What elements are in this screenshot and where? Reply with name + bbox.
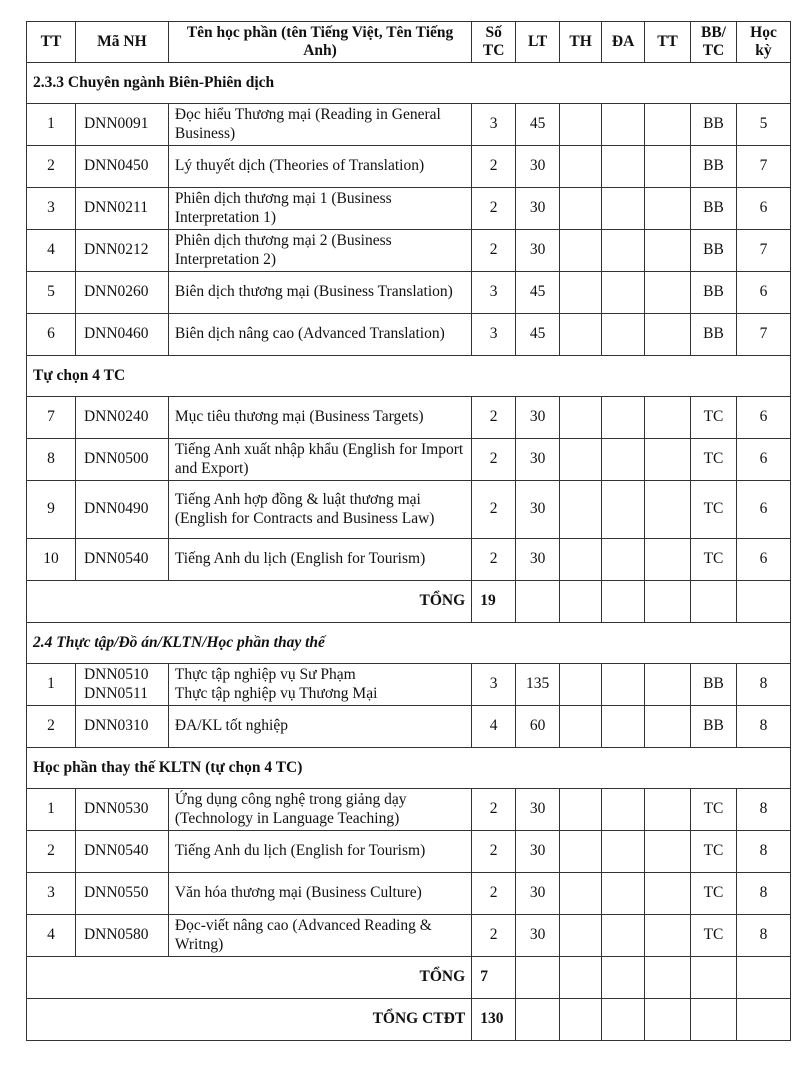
row-number: 3 [27,873,76,915]
required-elective: BB [691,272,737,314]
subtotal-label: TỔNG [27,581,472,623]
table-row [27,314,791,356]
da-hours [602,831,645,873]
empty-cell [736,957,790,999]
empty-cell [645,957,691,999]
grand-total-row [27,999,791,1041]
required-elective: TC [691,439,737,481]
empty-cell [516,581,560,623]
th-hours [560,230,602,272]
course-code: DNN0450 [75,146,168,188]
semester: 6 [736,188,790,230]
credits: 2 [472,397,516,439]
row-number: 4 [27,915,76,957]
course-name: ĐA/KL tốt nghiệp [168,706,471,748]
section-header-row [27,63,791,104]
required-elective: BB [691,104,737,146]
lt-hours: 30 [516,831,560,873]
th-hours [560,831,602,873]
tt-hours [645,539,691,581]
course-code: DNN0310 [75,706,168,748]
credits: 2 [472,831,516,873]
lt-hours: 45 [516,314,560,356]
table-row [27,230,791,272]
course-code: DNN0490 [75,481,168,539]
credits: 4 [472,706,516,748]
da-hours [602,439,645,481]
empty-cell [645,999,691,1041]
semester: 6 [736,397,790,439]
semester: 7 [736,146,790,188]
grand-total-label: TỔNG CTĐT [27,999,472,1041]
row-number: 3 [27,188,76,230]
da-hours [602,104,645,146]
course-name: Đọc hiểu Thương mại (Reading in General Business) [168,104,471,146]
empty-cell [691,581,737,623]
course-code: DNN0211 [75,188,168,230]
da-hours [602,873,645,915]
required-elective: BB [691,230,737,272]
th-hours [560,873,602,915]
required-elective: BB [691,314,737,356]
da-hours [602,539,645,581]
da-hours [602,706,645,748]
section-header-row [27,748,791,789]
semester: 6 [736,481,790,539]
row-number: 2 [27,706,76,748]
table-row [27,915,791,957]
table-row [27,789,791,831]
credits: 2 [472,146,516,188]
credits: 2 [472,873,516,915]
th-hours [560,188,602,230]
table-row [27,104,791,146]
course-name: Đọc-viết nâng cao (Advanced Reading & Writng) [168,915,471,957]
credits: 3 [472,314,516,356]
credits: 3 [472,104,516,146]
semester: 6 [736,539,790,581]
th-hours [560,272,602,314]
table-row [27,481,791,539]
course-name: Biên dịch nâng cao (Advanced Translation) [168,314,471,356]
section-header-row [27,356,791,397]
empty-cell [602,957,645,999]
semester: 8 [736,873,790,915]
tt-hours [645,188,691,230]
empty-cell [516,957,560,999]
row-number: 2 [27,146,76,188]
table-row [27,439,791,481]
course-code: DNN0260 [75,272,168,314]
table-row [27,146,791,188]
section-header-row [27,623,791,664]
header-code: Mã NH [75,22,168,63]
row-number: 1 [27,104,76,146]
subtotal-row [27,957,791,999]
da-hours [602,915,645,957]
credits: 3 [472,664,516,706]
semester: 8 [736,831,790,873]
course-name: Phiên dịch thương mại 2 (Business Interpretation 2) [168,230,471,272]
required-elective: TC [691,789,737,831]
table-row [27,272,791,314]
table-row [27,188,791,230]
lt-hours: 135 [516,664,560,706]
course-name: Mục tiêu thương mại (Business Targets) [168,397,471,439]
empty-cell [645,581,691,623]
semester: 8 [736,664,790,706]
th-hours [560,481,602,539]
credits: 3 [472,272,516,314]
tt-hours [645,706,691,748]
da-hours [602,188,645,230]
credits: 2 [472,230,516,272]
required-elective: TC [691,539,737,581]
th-hours [560,706,602,748]
da-hours [602,789,645,831]
tt-hours [645,915,691,957]
row-number: 5 [27,272,76,314]
header-semester: Học kỳ [736,22,790,63]
da-hours [602,146,645,188]
table-row [27,539,791,581]
empty-cell [602,581,645,623]
empty-cell [560,957,602,999]
tt-hours [645,146,691,188]
course-name: Văn hóa thương mại (Business Culture) [168,873,471,915]
section-title: 2.3.3 Chuyên ngành Biên-Phiên dịch [27,63,791,104]
course-name: Ứng dụng công nghệ trong giảng dạy (Technology in Language Teaching) [168,789,471,831]
course-name: Tiếng Anh du lịch (English for Tourism) [168,831,471,873]
subtotal-row [27,581,791,623]
course-name: Tiếng Anh xuất nhập khẩu (English for Import and Export) [168,439,471,481]
course-code: DNN0091 [75,104,168,146]
tt-hours [645,397,691,439]
tt-hours [645,481,691,539]
th-hours [560,104,602,146]
course-code: DNN0240 [75,397,168,439]
header-course-name: Tên học phần (tên Tiếng Việt, Tên Tiếng Anh) [168,22,471,63]
tt-hours [645,272,691,314]
course-code: DNN0580 [75,915,168,957]
table-row [27,706,791,748]
header-tt: TT [27,22,76,63]
course-name: Thực tập nghiệp vụ Sư Phạm Thực tập nghiệp vụ Thương Mại [168,664,471,706]
required-elective: TC [691,873,737,915]
required-elective: TC [691,915,737,957]
section-title: Tự chọn 4 TC [27,356,791,397]
tt-hours [645,664,691,706]
row-number: 4 [27,230,76,272]
header-lt: LT [516,22,560,63]
semester: 5 [736,104,790,146]
header-th: TH [560,22,602,63]
th-hours [560,789,602,831]
row-number: 7 [27,397,76,439]
course-code: DNN0510 DNN0511 [75,664,168,706]
lt-hours: 30 [516,481,560,539]
lt-hours: 30 [516,873,560,915]
row-number: 1 [27,789,76,831]
semester: 7 [736,314,790,356]
th-hours [560,146,602,188]
subtotal-value: 7 [472,957,516,999]
lt-hours: 30 [516,439,560,481]
course-code: DNN0500 [75,439,168,481]
tt-hours [645,873,691,915]
lt-hours: 45 [516,272,560,314]
credits: 2 [472,188,516,230]
semester: 8 [736,915,790,957]
empty-cell [516,999,560,1041]
empty-cell [602,999,645,1041]
th-hours [560,397,602,439]
lt-hours: 30 [516,539,560,581]
course-code: DNN0540 [75,831,168,873]
course-name: Tiếng Anh du lịch (English for Tourism) [168,539,471,581]
subtotal-value: 19 [472,581,516,623]
required-elective: BB [691,146,737,188]
required-elective: BB [691,664,737,706]
required-elective: TC [691,831,737,873]
lt-hours: 60 [516,706,560,748]
da-hours [602,272,645,314]
row-number: 6 [27,314,76,356]
th-hours [560,664,602,706]
lt-hours: 30 [516,789,560,831]
header-bb-tc: BB/ TC [691,22,737,63]
course-code: DNN0550 [75,873,168,915]
empty-cell [736,999,790,1041]
course-name: Phiên dịch thương mại 1 (Business Interpretation 1) [168,188,471,230]
lt-hours: 30 [516,146,560,188]
da-hours [602,230,645,272]
course-name: Biên dịch thương mại (Business Translation) [168,272,471,314]
table-row [27,397,791,439]
semester: 8 [736,789,790,831]
table-row [27,831,791,873]
credits: 2 [472,915,516,957]
course-name: Lý thuyết dịch (Theories of Translation) [168,146,471,188]
empty-cell [560,581,602,623]
lt-hours: 30 [516,915,560,957]
empty-cell [736,581,790,623]
subtotal-label: TỔNG [27,957,472,999]
header-row [27,22,791,63]
semester: 6 [736,439,790,481]
table-row [27,873,791,915]
section-title: 2.4 Thực tập/Đồ án/KLTN/Học phần thay thế [27,623,791,664]
lt-hours: 30 [516,230,560,272]
section-title: Học phần thay thế KLTN (tự chọn 4 TC) [27,748,791,789]
header-credits: Số TC [472,22,516,63]
th-hours [560,539,602,581]
credits: 2 [472,539,516,581]
da-hours [602,481,645,539]
semester: 8 [736,706,790,748]
da-hours [602,397,645,439]
required-elective: TC [691,481,737,539]
tt-hours [645,230,691,272]
empty-cell [691,999,737,1041]
semester: 6 [736,272,790,314]
required-elective: BB [691,706,737,748]
tt-hours [645,439,691,481]
tt-hours [645,789,691,831]
course-code: DNN0212 [75,230,168,272]
th-hours [560,439,602,481]
lt-hours: 30 [516,188,560,230]
th-hours [560,314,602,356]
required-elective: BB [691,188,737,230]
course-name: Tiếng Anh hợp đồng & luật thương mại (English for Contracts and Business Law) [168,481,471,539]
empty-cell [691,957,737,999]
lt-hours: 45 [516,104,560,146]
header-tt2: TT [645,22,691,63]
da-hours [602,664,645,706]
da-hours [602,314,645,356]
tt-hours [645,831,691,873]
course-code: DNN0540 [75,539,168,581]
row-number: 8 [27,439,76,481]
empty-cell [560,999,602,1041]
table-row [27,664,791,706]
credits: 2 [472,439,516,481]
row-number: 9 [27,481,76,539]
header-da: ĐA [602,22,645,63]
course-code: DNN0460 [75,314,168,356]
tt-hours [645,104,691,146]
row-number: 1 [27,664,76,706]
row-number: 10 [27,539,76,581]
row-number: 2 [27,831,76,873]
course-code: DNN0530 [75,789,168,831]
credits: 2 [472,789,516,831]
grand-total-value: 130 [472,999,516,1041]
lt-hours: 30 [516,397,560,439]
semester: 7 [736,230,790,272]
required-elective: TC [691,397,737,439]
tt-hours [645,314,691,356]
th-hours [560,915,602,957]
curriculum-table [26,21,791,1041]
credits: 2 [472,481,516,539]
